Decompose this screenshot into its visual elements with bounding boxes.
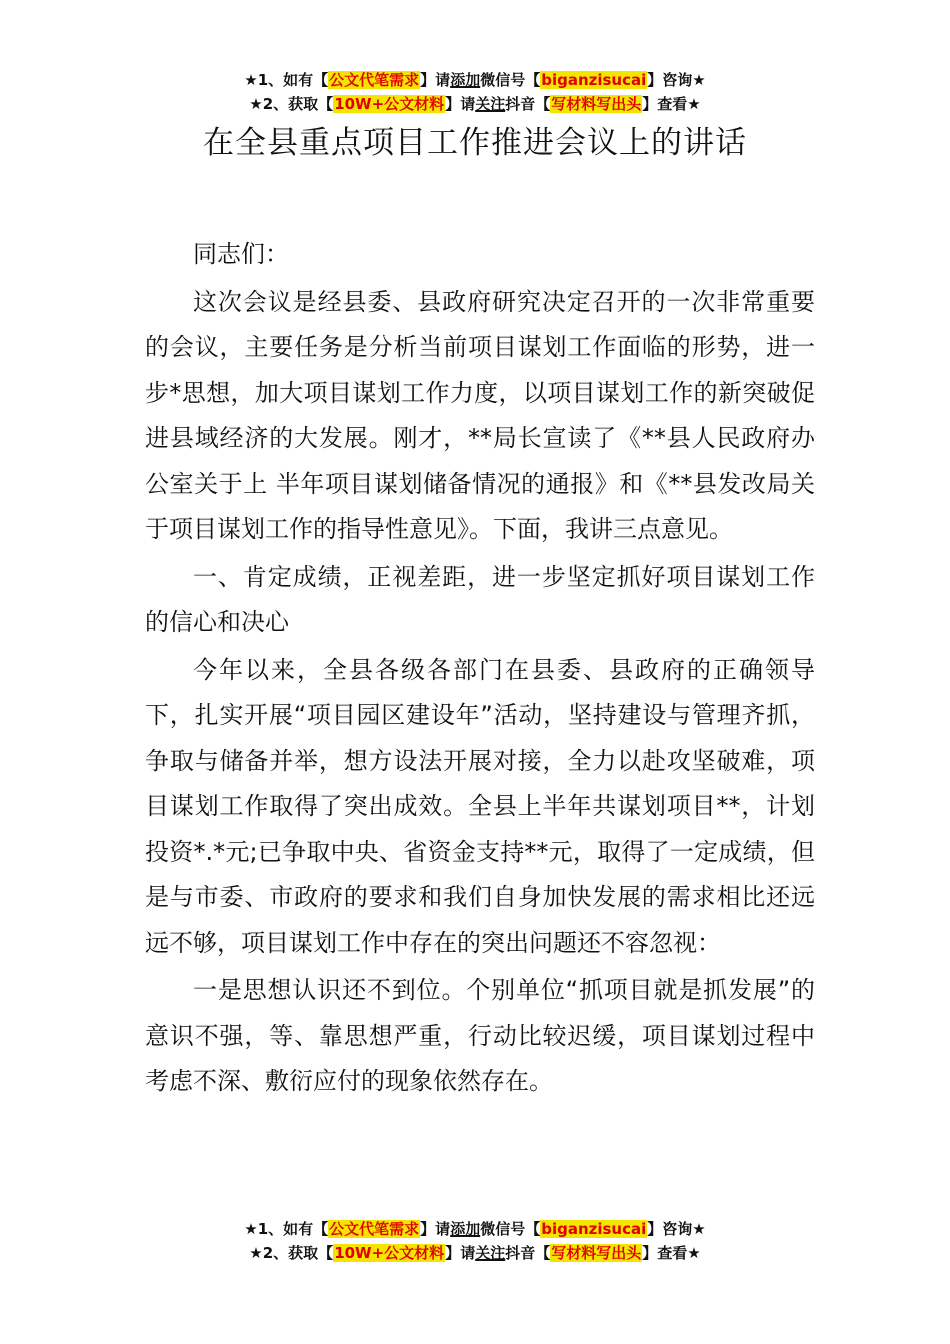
promo-highlight: 写材料写出头 — [551, 1244, 642, 1262]
promo-banner-top — [0, 68, 950, 116]
promo-text: ★1、如有【 — [244, 1220, 329, 1238]
promo-text: 】查看★ — [642, 95, 701, 113]
promo-line-1 — [0, 68, 950, 92]
promo-underline: 关注 — [475, 1244, 506, 1262]
promo-highlight: biganzisucai — [541, 1220, 647, 1238]
promo-highlight: 公文代笔需求 — [329, 71, 420, 89]
promo-underline: 添加 — [450, 71, 481, 89]
salutation: 同志们： — [193, 240, 289, 268]
promo-underline: 关注 — [475, 95, 506, 113]
section-heading: 一、肯定成绩，正视差距，进一步坚定抓好项目谋划工作的信心和决心 — [145, 562, 815, 636]
promo-highlight: biganzisucai — [541, 71, 647, 89]
document-body — [145, 232, 815, 1107]
promo-line-2 — [0, 92, 950, 116]
promo-text: ★1、如有【 — [244, 71, 329, 89]
promo-text: 】查看★ — [642, 1244, 701, 1262]
promo-text: 】咨询★ — [647, 1220, 706, 1238]
promo-text: 】咨询★ — [647, 71, 706, 89]
promo-highlight: 10W+公文材料 — [334, 1244, 445, 1262]
promo-highlight: 10W+公文材料 — [334, 95, 445, 113]
paragraph: 这次会议是经县委、县政府研究决定召开的一次非常重要的会议，主要任务是分析当前项目谋划工作面临的形势，进一步*思想，加大项目谋划工作力度，以项目谋划工作的新突破促进县域经济的大发展。刚才，**局长宣读了《**县人民政府办公室关于上 半年项目谋划储备情况的通报》和《**县发改局关于项目谋划工作的指导性意见》。下面，我讲三点意见。 — [145, 287, 815, 543]
promo-text: 微信号【 — [480, 71, 541, 89]
promo-underline: 添加 — [450, 1220, 481, 1238]
promo-line-2 — [0, 1241, 950, 1265]
promo-text: 】请 — [445, 1244, 476, 1262]
promo-banner-bottom — [0, 1217, 950, 1265]
paragraph: 一是思想认识还不到位。个别单位“抓项目就是抓发展”的意识不强，等、靠思想严重，行动比较迟缓，项目谋划过程中考虑不深、敷衍应付的现象依然存在。 — [145, 976, 815, 1095]
promo-highlight: 公文代笔需求 — [329, 1220, 420, 1238]
promo-text: 微信号【 — [480, 1220, 541, 1238]
promo-text: ★2、获取【 — [249, 1244, 334, 1262]
promo-text: 】请 — [420, 71, 451, 89]
promo-highlight: 写材料写出头 — [551, 95, 642, 113]
promo-text: 】请 — [420, 1220, 451, 1238]
promo-text: ★2、获取【 — [249, 95, 334, 113]
promo-text: 抖音【 — [505, 1244, 551, 1262]
promo-text: 抖音【 — [505, 95, 551, 113]
promo-text: 】请 — [445, 95, 476, 113]
document-title: 在全县重点项目工作推进会议上的讲话 — [203, 125, 747, 161]
paragraph: 今年以来，全县各级各部门在县委、县政府的正确领导下，扎实开展“项目园区建设年”活动，坚持建设与管理齐抓，争取与储备并举，想方设法开展对接，全力以赴攻坚破难，项目谋划工作取得了突出成效。全县上半年共谋划项目**，计划投资*.*元;已争取中央、省资金支持**元，取得了一定成绩，但是与市委、市政府的要求和我们自身加快发展的需求相比还远远不够，项目谋划工作中存在的突出问题还不容忽视： — [145, 655, 815, 957]
promo-line-1 — [0, 1217, 950, 1241]
